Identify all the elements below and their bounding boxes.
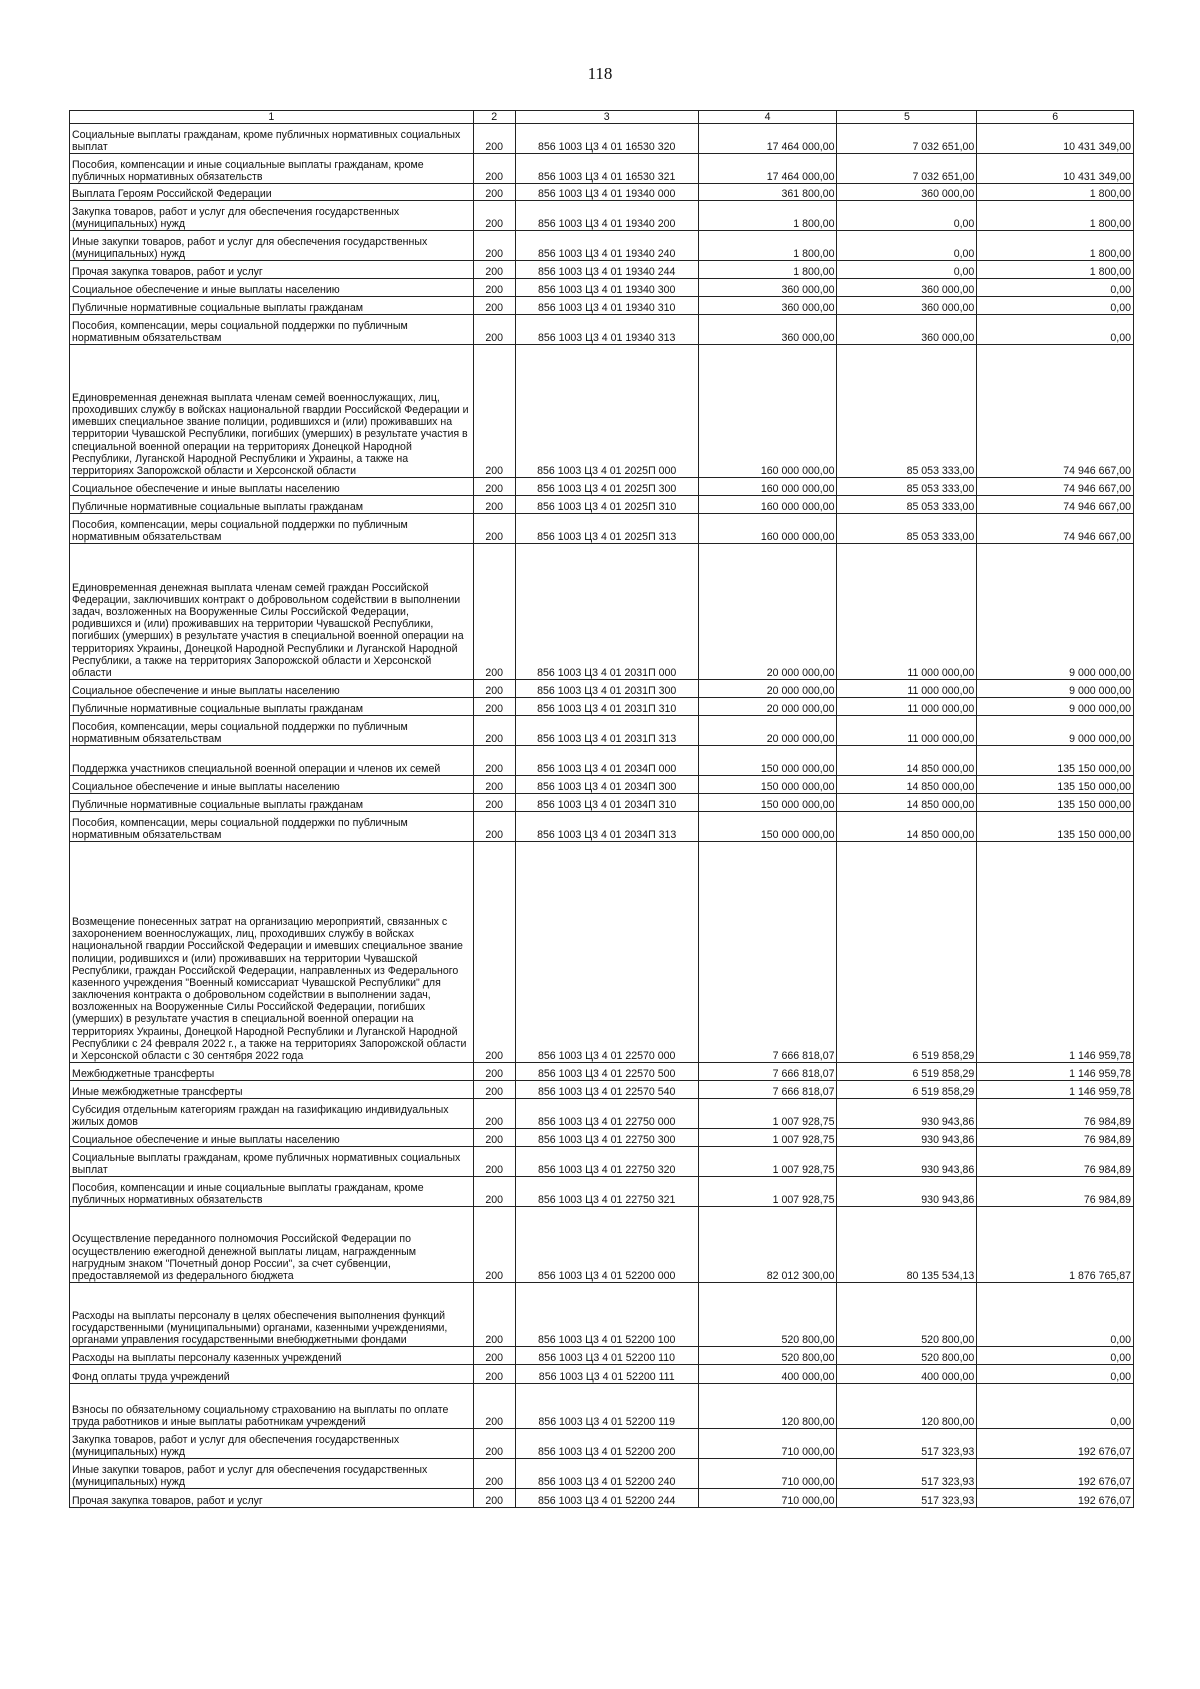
row-value-col4: 150 000 000,00: [698, 812, 837, 842]
row-ved: 200: [473, 201, 515, 231]
table-row: [70, 1347, 1134, 1365]
table-row: [70, 124, 1134, 154]
row-value-col4: 20 000 000,00: [698, 698, 837, 716]
row-value-col6: 1 146 959,78: [977, 842, 1134, 1063]
row-value-col4: 360 000,00: [698, 297, 837, 315]
row-ved: 200: [473, 698, 515, 716]
row-code: 856 1003 Ц3 4 01 22750 300: [515, 1129, 698, 1147]
row-name: Пособия, компенсации, меры социальной поддержки по публичным нормативным обязательствам: [70, 812, 474, 842]
row-code: 856 1003 Ц3 4 01 52200 110: [515, 1347, 698, 1365]
table-row: [70, 478, 1134, 496]
row-value-col5: 11 000 000,00: [837, 680, 977, 698]
row-value-col6: 74 946 667,00: [977, 345, 1134, 478]
row-name: Пособия, компенсации, меры социальной поддержки по публичным нормативным обязательствам: [70, 514, 474, 544]
header-col-6: 6: [977, 111, 1134, 124]
table-row: [70, 680, 1134, 698]
row-value-col4: 160 000 000,00: [698, 496, 837, 514]
row-name: Социальное обеспечение и иные выплаты населению: [70, 279, 474, 297]
row-value-col4: 17 464 000,00: [698, 154, 837, 184]
row-value-col4: 20 000 000,00: [698, 544, 837, 680]
table-row: [70, 1099, 1134, 1129]
row-name: Субсидия отдельным категориям граждан на газификацию индивидуальных жилых домов: [70, 1099, 474, 1129]
table-row: [70, 1081, 1134, 1099]
row-ved: 200: [473, 1365, 515, 1384]
row-value-col4: 7 666 818,07: [698, 1063, 837, 1081]
row-ved: 200: [473, 478, 515, 496]
row-name: Пособия, компенсации, меры социальной поддержки по публичным нормативным обязательствам: [70, 716, 474, 746]
table-row: [70, 496, 1134, 514]
row-value-col5: 11 000 000,00: [837, 544, 977, 680]
row-name: Иные межбюджетные трансферты: [70, 1081, 474, 1099]
row-code: 856 1003 Ц3 4 01 22570 540: [515, 1081, 698, 1099]
row-name: Публичные нормативные социальные выплаты гражданам: [70, 496, 474, 514]
row-name: Публичные нормативные социальные выплаты гражданам: [70, 794, 474, 812]
row-value-col5: 6 519 858,29: [837, 1063, 977, 1081]
row-code: 856 1003 Ц3 4 01 19340 244: [515, 261, 698, 279]
row-code: 856 1003 Ц3 4 01 22750 321: [515, 1177, 698, 1207]
row-value-col5: 80 135 534,13: [837, 1207, 977, 1283]
row-code: 856 1003 Ц3 4 01 2034П 000: [515, 746, 698, 776]
row-ved: 200: [473, 716, 515, 746]
row-value-col6: 1 800,00: [977, 201, 1134, 231]
row-ved: 200: [473, 1081, 515, 1099]
row-value-col4: 520 800,00: [698, 1347, 837, 1365]
row-name: Фонд оплаты труда учреждений: [70, 1365, 474, 1384]
row-name: Единовременная денежная выплата членам семей военнослужащих, лиц, проходивших службу в войсках национальной гвардии Российской Федерации и имевших специальное звание полиции, родившихся и (или) проживавших на территории Чувашской Республики, погибших (умерших) в результате участия в специальной военной операции на территориях Донецкой Народной Республики, Луганской Народной Республики и Украины, а также на территориях Запорожской области и Херсонской области: [70, 345, 474, 478]
row-code: 856 1003 Ц3 4 01 52200 244: [515, 1489, 698, 1508]
row-value-col6: 0,00: [977, 279, 1134, 297]
row-code: 856 1003 Ц3 4 01 52200 119: [515, 1384, 698, 1429]
row-value-col5: 14 850 000,00: [837, 794, 977, 812]
table-row: [70, 698, 1134, 716]
row-value-col5: 7 032 651,00: [837, 154, 977, 184]
row-name: Возмещение понесенных затрат на организацию мероприятий, связанных с захоронением военнослужащих, лиц, проходивших службу в войсках национальной гвардии Российской Федерации и имевших специальное звание полиции, родившихся и (или) проживавших на территории Чувашской Республики, граждан Российской Федерации, направленных из Федерального казенного учреждения "Военный комиссариат Чувашской Республики" для заключения контракта о добровольном содействии в выполнении задач, возложенных на Вооруженные Силы Российской Федерации, погибших (умерших) в результате участия в специальной военной операции на территориях Украины, Донецкой Народной Республики и Луганской Народной Республики с 24 февраля 2022 г., а также на территориях Запорожской области и Херсонской области с 30 сентября 2022 года: [70, 842, 474, 1063]
row-value-col5: 85 053 333,00: [837, 514, 977, 544]
row-code: 856 1003 Ц3 4 01 52200 100: [515, 1283, 698, 1347]
row-value-col5: 14 850 000,00: [837, 746, 977, 776]
row-code: 856 1003 Ц3 4 01 52200 200: [515, 1429, 698, 1459]
row-name: Единовременная денежная выплата членам семей граждан Российской Федерации, заключивших контракт о добровольном содействии в выполнении задач, возложенных на Вооруженные Силы Российской Федерации, родившихся и (или) проживавших на территории Чувашской Республики, погибших (умерших) в результате участия в специальной военной операции на территориях Украины, Донецкой Народной Республики и Луганской Народной Республики, а также на территориях Запорожской области и Херсонской области: [70, 544, 474, 680]
row-code: 856 1003 Ц3 4 01 2034П 313: [515, 812, 698, 842]
row-ved: 200: [473, 1129, 515, 1147]
row-value-col6: 74 946 667,00: [977, 514, 1134, 544]
table-row: [70, 1129, 1134, 1147]
row-code: 856 1003 Ц3 4 01 22750 320: [515, 1147, 698, 1177]
row-name: Социальное обеспечение и иные выплаты населению: [70, 478, 474, 496]
row-ved: 200: [473, 124, 515, 154]
row-value-col4: 360 000,00: [698, 279, 837, 297]
row-value-col4: 1 007 928,75: [698, 1147, 837, 1177]
row-value-col5: 11 000 000,00: [837, 698, 977, 716]
row-value-col6: 74 946 667,00: [977, 478, 1134, 496]
table-row: [70, 716, 1134, 746]
table-row: [70, 201, 1134, 231]
row-value-col5: 930 943,86: [837, 1099, 977, 1129]
table-row: [70, 544, 1134, 680]
row-name: Прочая закупка товаров, работ и услуг: [70, 1489, 474, 1508]
row-value-col5: 0,00: [837, 201, 977, 231]
row-name: Социальные выплаты гражданам, кроме публичных нормативных социальных выплат: [70, 124, 474, 154]
row-value-col6: 76 984,89: [977, 1129, 1134, 1147]
row-value-col4: 150 000 000,00: [698, 746, 837, 776]
row-code: 856 1003 Ц3 4 01 2031П 313: [515, 716, 698, 746]
row-code: 856 1003 Ц3 4 01 22570 500: [515, 1063, 698, 1081]
row-value-col5: 520 800,00: [837, 1347, 977, 1365]
row-value-col6: 1 800,00: [977, 261, 1134, 279]
table-row: [70, 1429, 1134, 1459]
row-name: Социальные выплаты гражданам, кроме публичных нормативных социальных выплат: [70, 1147, 474, 1177]
row-value-col4: 120 800,00: [698, 1384, 837, 1429]
row-value-col5: 0,00: [837, 231, 977, 261]
table-row: [70, 1459, 1134, 1489]
row-value-col4: 1 800,00: [698, 231, 837, 261]
row-code: 856 1003 Ц3 4 01 2025П 000: [515, 345, 698, 478]
row-value-col4: 520 800,00: [698, 1283, 837, 1347]
row-ved: 200: [473, 1177, 515, 1207]
header-col-1: 1: [70, 111, 474, 124]
row-code: 856 1003 Ц3 4 01 52200 111: [515, 1365, 698, 1384]
table-row: [70, 279, 1134, 297]
table-row: [70, 1207, 1134, 1283]
row-value-col6: 76 984,89: [977, 1147, 1134, 1177]
row-value-col6: 10 431 349,00: [977, 154, 1134, 184]
row-name: Выплата Героям Российской Федерации: [70, 184, 474, 201]
row-ved: 200: [473, 1347, 515, 1365]
row-ved: 200: [473, 261, 515, 279]
row-ved: 200: [473, 1429, 515, 1459]
row-value-col4: 710 000,00: [698, 1429, 837, 1459]
row-ved: 200: [473, 746, 515, 776]
row-code: 856 1003 Ц3 4 01 19340 200: [515, 201, 698, 231]
row-value-col6: 9 000 000,00: [977, 698, 1134, 716]
row-name: Закупка товаров, работ и услуг для обеспечения государственных (муниципальных) нужд: [70, 1429, 474, 1459]
row-code: 856 1003 Ц3 4 01 16530 321: [515, 154, 698, 184]
row-value-col6: 0,00: [977, 315, 1134, 345]
row-value-col4: 150 000 000,00: [698, 794, 837, 812]
row-ved: 200: [473, 279, 515, 297]
row-value-col6: 76 984,89: [977, 1177, 1134, 1207]
row-name: Социальное обеспечение и иные выплаты населению: [70, 1129, 474, 1147]
row-name: Пособия, компенсации и иные социальные выплаты гражданам, кроме публичных нормативных обязательств: [70, 154, 474, 184]
row-code: 856 1003 Ц3 4 01 2025П 300: [515, 478, 698, 496]
row-value-col5: 400 000,00: [837, 1365, 977, 1384]
row-value-col4: 1 800,00: [698, 261, 837, 279]
row-code: 856 1003 Ц3 4 01 19340 240: [515, 231, 698, 261]
table-row: [70, 1489, 1134, 1508]
row-value-col4: 20 000 000,00: [698, 680, 837, 698]
row-value-col5: 930 943,86: [837, 1177, 977, 1207]
row-value-col5: 7 032 651,00: [837, 124, 977, 154]
header-col-3: 3: [515, 111, 698, 124]
table-row: [70, 1384, 1134, 1429]
row-ved: 200: [473, 680, 515, 698]
row-name: Социальное обеспечение и иные выплаты населению: [70, 776, 474, 794]
row-name: Иные закупки товаров, работ и услуг для обеспечения государственных (муниципальных) нужд: [70, 1459, 474, 1489]
row-name: Публичные нормативные социальные выплаты гражданам: [70, 698, 474, 716]
row-value-col5: 517 323,93: [837, 1489, 977, 1508]
row-name: Иные закупки товаров, работ и услуг для обеспечения государственных (муниципальных) нужд: [70, 231, 474, 261]
row-ved: 200: [473, 514, 515, 544]
row-value-col4: 710 000,00: [698, 1459, 837, 1489]
row-value-col5: 85 053 333,00: [837, 345, 977, 478]
row-code: 856 1003 Ц3 4 01 2034П 310: [515, 794, 698, 812]
row-value-col4: 400 000,00: [698, 1365, 837, 1384]
row-code: 856 1003 Ц3 4 01 19340 000: [515, 184, 698, 201]
row-code: 856 1003 Ц3 4 01 2025П 310: [515, 496, 698, 514]
table-row: [70, 345, 1134, 478]
row-value-col4: 1 800,00: [698, 201, 837, 231]
row-value-col5: 930 943,86: [837, 1129, 977, 1147]
header-col-2: 2: [473, 111, 515, 124]
table-row: [70, 842, 1134, 1063]
budget-table: [69, 110, 1134, 1508]
row-value-col5: 360 000,00: [837, 315, 977, 345]
table-row: [70, 1063, 1134, 1081]
row-value-col5: 11 000 000,00: [837, 716, 977, 746]
row-ved: 200: [473, 776, 515, 794]
row-ved: 200: [473, 1384, 515, 1429]
table-row: [70, 514, 1134, 544]
row-ved: 200: [473, 1283, 515, 1347]
row-value-col5: 14 850 000,00: [837, 812, 977, 842]
row-value-col5: 85 053 333,00: [837, 478, 977, 496]
row-value-col5: 14 850 000,00: [837, 776, 977, 794]
row-value-col6: 0,00: [977, 1347, 1134, 1365]
row-name: Публичные нормативные социальные выплаты гражданам: [70, 297, 474, 315]
row-value-col5: 517 323,93: [837, 1459, 977, 1489]
row-ved: 200: [473, 297, 515, 315]
row-value-col6: 9 000 000,00: [977, 716, 1134, 746]
row-value-col5: 360 000,00: [837, 279, 977, 297]
row-value-col6: 1 146 959,78: [977, 1081, 1134, 1099]
row-value-col4: 20 000 000,00: [698, 716, 837, 746]
table-row: [70, 1283, 1134, 1347]
table-row: [70, 231, 1134, 261]
row-name: Поддержка участников специальной военной операции и членов их семей: [70, 746, 474, 776]
row-value-col6: 0,00: [977, 1365, 1134, 1384]
row-value-col6: 9 000 000,00: [977, 544, 1134, 680]
row-value-col4: 150 000 000,00: [698, 776, 837, 794]
row-value-col6: 0,00: [977, 297, 1134, 315]
row-code: 856 1003 Ц3 4 01 52200 240: [515, 1459, 698, 1489]
row-value-col4: 82 012 300,00: [698, 1207, 837, 1283]
row-ved: 200: [473, 794, 515, 812]
row-value-col5: 360 000,00: [837, 184, 977, 201]
row-value-col4: 360 000,00: [698, 315, 837, 345]
table-row: [70, 1365, 1134, 1384]
row-value-col4: 1 007 928,75: [698, 1177, 837, 1207]
table-row: [70, 1147, 1134, 1177]
header-col-5: 5: [837, 111, 977, 124]
row-code: 856 1003 Ц3 4 01 22570 000: [515, 842, 698, 1063]
row-value-col5: 85 053 333,00: [837, 496, 977, 514]
header-col-4: 4: [698, 111, 837, 124]
row-ved: 200: [473, 1063, 515, 1081]
row-value-col6: 76 984,89: [977, 1099, 1134, 1129]
row-name: Расходы на выплаты персоналу казенных учреждений: [70, 1347, 474, 1365]
row-value-col4: 7 666 818,07: [698, 842, 837, 1063]
row-value-col4: 361 800,00: [698, 184, 837, 201]
row-value-col5: 6 519 858,29: [837, 842, 977, 1063]
row-value-col5: 517 323,93: [837, 1429, 977, 1459]
row-name: Взносы по обязательному социальному страхованию на выплаты по оплате труда работников и иные выплаты работникам учреждений: [70, 1384, 474, 1429]
row-code: 856 1003 Ц3 4 01 22750 000: [515, 1099, 698, 1129]
row-name: Прочая закупка товаров, работ и услуг: [70, 261, 474, 279]
row-name: Пособия, компенсации, меры социальной поддержки по публичным нормативным обязательствам: [70, 315, 474, 345]
row-value-col6: 1 800,00: [977, 184, 1134, 201]
header-row: [70, 111, 1134, 124]
row-value-col5: 6 519 858,29: [837, 1081, 977, 1099]
row-value-col4: 160 000 000,00: [698, 345, 837, 478]
row-value-col6: 135 150 000,00: [977, 746, 1134, 776]
row-name: Межбюджетные трансферты: [70, 1063, 474, 1081]
row-ved: 200: [473, 1459, 515, 1489]
row-ved: 200: [473, 544, 515, 680]
row-value-col5: 930 943,86: [837, 1147, 977, 1177]
row-value-col6: 135 150 000,00: [977, 794, 1134, 812]
row-code: 856 1003 Ц3 4 01 2025П 313: [515, 514, 698, 544]
row-code: 856 1003 Ц3 4 01 16530 320: [515, 124, 698, 154]
table-row: [70, 794, 1134, 812]
row-ved: 200: [473, 315, 515, 345]
row-value-col6: 10 431 349,00: [977, 124, 1134, 154]
table-row: [70, 812, 1134, 842]
row-value-col6: 0,00: [977, 1384, 1134, 1429]
row-value-col6: 1 800,00: [977, 231, 1134, 261]
row-code: 856 1003 Ц3 4 01 2031П 300: [515, 680, 698, 698]
table-row: [70, 746, 1134, 776]
row-value-col6: 0,00: [977, 1283, 1134, 1347]
row-value-col6: 74 946 667,00: [977, 496, 1134, 514]
row-value-col6: 135 150 000,00: [977, 776, 1134, 794]
row-code: 856 1003 Ц3 4 01 2031П 000: [515, 544, 698, 680]
table-row: [70, 315, 1134, 345]
row-code: 856 1003 Ц3 4 01 19340 300: [515, 279, 698, 297]
row-ved: 200: [473, 154, 515, 184]
row-value-col6: 1 876 765,87: [977, 1207, 1134, 1283]
row-value-col5: 0,00: [837, 261, 977, 279]
row-value-col4: 1 007 928,75: [698, 1129, 837, 1147]
row-ved: 200: [473, 1489, 515, 1508]
row-value-col6: 135 150 000,00: [977, 812, 1134, 842]
row-ved: 200: [473, 1147, 515, 1177]
row-value-col4: 1 007 928,75: [698, 1099, 837, 1129]
row-ved: 200: [473, 842, 515, 1063]
row-ved: 200: [473, 812, 515, 842]
row-value-col4: 17 464 000,00: [698, 124, 837, 154]
row-code: 856 1003 Ц3 4 01 19340 310: [515, 297, 698, 315]
row-name: Социальное обеспечение и иные выплаты населению: [70, 680, 474, 698]
table-row: [70, 154, 1134, 184]
row-value-col5: 120 800,00: [837, 1384, 977, 1429]
row-value-col4: 160 000 000,00: [698, 514, 837, 544]
row-code: 856 1003 Ц3 4 01 19340 313: [515, 315, 698, 345]
table-row: [70, 776, 1134, 794]
row-value-col5: 520 800,00: [837, 1283, 977, 1347]
row-value-col6: 9 000 000,00: [977, 680, 1134, 698]
row-value-col4: 7 666 818,07: [698, 1081, 837, 1099]
row-value-col5: 360 000,00: [837, 297, 977, 315]
row-ved: 200: [473, 1207, 515, 1283]
page-number: 118: [587, 64, 613, 83]
table-row: [70, 261, 1134, 279]
row-value-col4: 160 000 000,00: [698, 478, 837, 496]
row-ved: 200: [473, 345, 515, 478]
row-code: 856 1003 Ц3 4 01 2031П 310: [515, 698, 698, 716]
table-row: [70, 1177, 1134, 1207]
row-ved: 200: [473, 1099, 515, 1129]
row-name: Осуществление переданного полномочия Российской Федерации по осуществлению ежегодной денежной выплаты лицам, награжденным нагрудным знаком "Почетный донор России", за счет субвенции, предоставляемой из федерального бюджета: [70, 1207, 474, 1283]
row-ved: 200: [473, 231, 515, 261]
row-value-col6: 192 676,07: [977, 1429, 1134, 1459]
row-ved: 200: [473, 184, 515, 201]
table-row: [70, 184, 1134, 201]
row-name: Расходы на выплаты персоналу в целях обеспечения выполнения функций государственными (муниципальными) органами, казенными учреждениями, органами управления государственными внебюджетными фондами: [70, 1283, 474, 1347]
row-code: 856 1003 Ц3 4 01 52200 000: [515, 1207, 698, 1283]
row-value-col6: 192 676,07: [977, 1459, 1134, 1489]
row-ved: 200: [473, 496, 515, 514]
row-name: Закупка товаров, работ и услуг для обеспечения государственных (муниципальных) нужд: [70, 201, 474, 231]
row-value-col4: 710 000,00: [698, 1489, 837, 1508]
row-code: 856 1003 Ц3 4 01 2034П 300: [515, 776, 698, 794]
row-value-col6: 192 676,07: [977, 1489, 1134, 1508]
row-name: Пособия, компенсации и иные социальные выплаты гражданам, кроме публичных нормативных обязательств: [70, 1177, 474, 1207]
row-value-col6: 1 146 959,78: [977, 1063, 1134, 1081]
table-row: [70, 297, 1134, 315]
